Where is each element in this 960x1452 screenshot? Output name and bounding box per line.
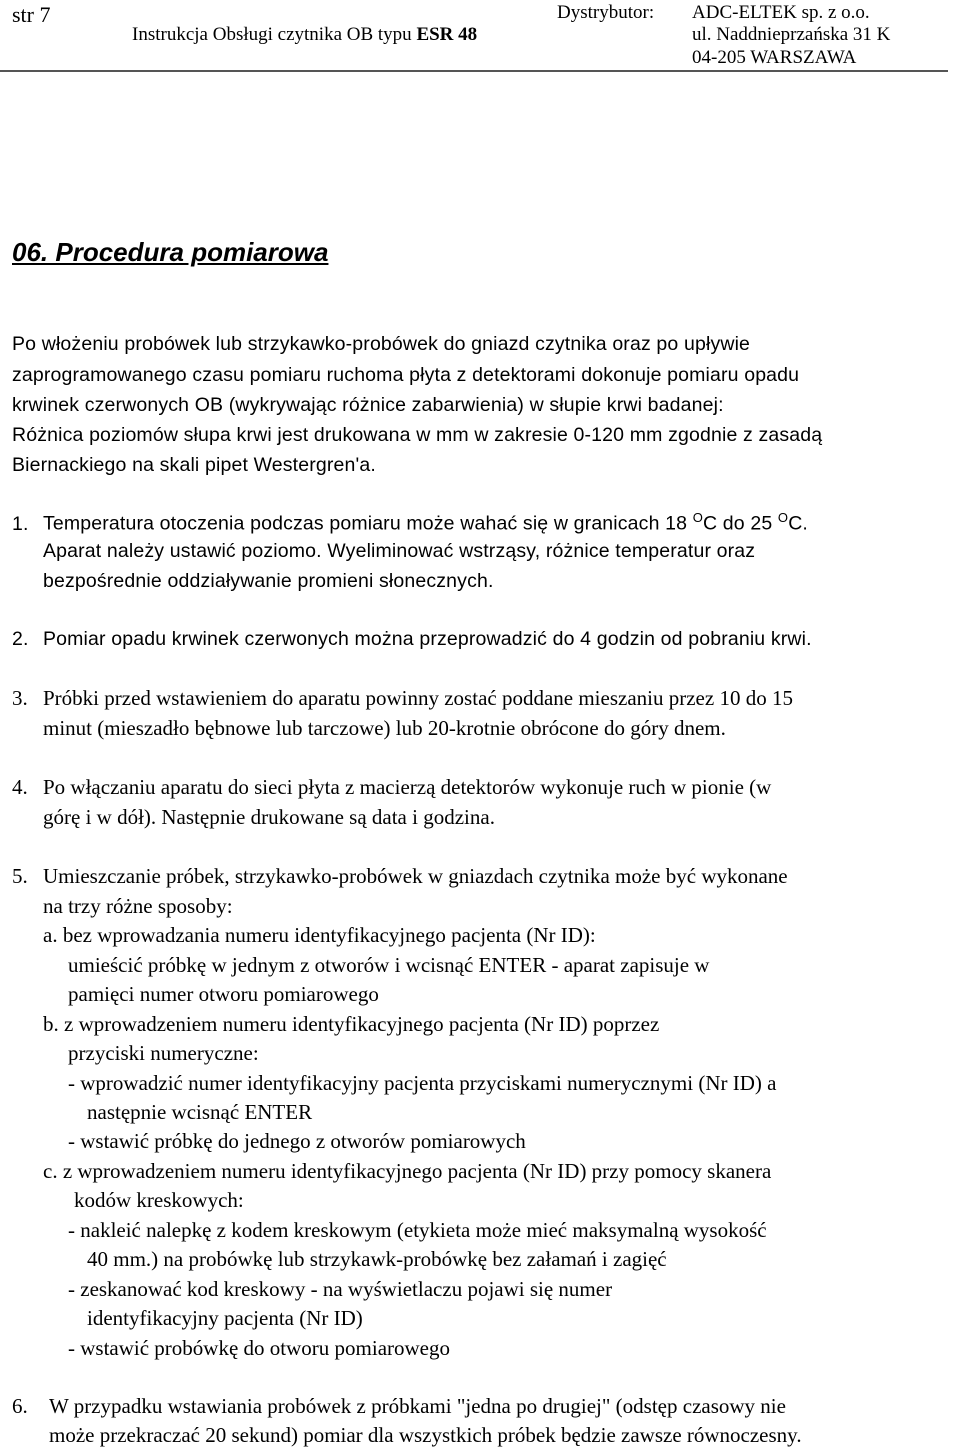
intro-line: zaprogramowanego czasu pomiaru ruchoma płyta z detektorami dokonuje pomiaru opadu: [12, 364, 800, 386]
step-4-line-2: górę i w dół). Następnie drukowane są data i godzina.: [43, 805, 495, 829]
company-street: ul. Naddnieprzańska 31 K: [692, 24, 891, 45]
step-1-line-3: bezpośrednie oddziaływanie promieni słonecznych.: [43, 570, 494, 592]
step-number: 5.: [12, 864, 28, 888]
step-number: 4.: [12, 775, 28, 799]
page-number: str 7: [12, 2, 51, 27]
step-6: 6. W przypadku wstawiania probówek z próbkami "jedna po drugiej" (odstęp czasowy nie: [12, 1394, 786, 1418]
step-3-line-2: minut (mieszadło bębnowe lub tarczowe) lub 20-krotnie obrócone do góry dnem.: [43, 716, 726, 740]
distributor-label: Dystrybutor:: [557, 2, 655, 23]
option-a-line: umieścić próbkę w jednym z otworów i wcisnąć ENTER - aparat zapisuje w: [68, 953, 710, 977]
option-c-line: - zeskanować kod kreskowy - na wyświetlaczu pojawi się numer: [68, 1277, 613, 1301]
option-c-line: - wstawić probówkę do otworu pomiarowego: [68, 1336, 450, 1360]
step-5: 5. Umieszczanie próbek, strzykawko-probówek w gniazdach czytnika może być wykonane: [12, 864, 788, 888]
step-3: 3. Próbki przed wstawieniem do aparatu powinny zostać poddane mieszaniu przez 10 do 15: [12, 686, 793, 710]
option-b-line: - wprowadzić numer identyfikacyjny pacjenta przyciskami numerycznymi (Nr ID) a: [68, 1071, 777, 1095]
option-c: c. z wprowadzeniem numeru identyfikacyjnego pacjenta (Nr ID) przy pomocy skanera: [43, 1159, 772, 1183]
intro-line: Biernackiego na skali pipet Westergren'a.: [12, 454, 376, 476]
option-c-line: - nakleić nalepkę z kodem kreskowym (etykieta może mieć maksymalną wysokość: [68, 1218, 767, 1242]
option-b: b. z wprowadzeniem numeru identyfikacyjnego pacjenta (Nr ID) poprzez: [43, 1012, 660, 1036]
document-title-prefix: Instrukcja Obsługi czytnika OB typu: [132, 24, 412, 45]
intro-line: krwinek czerwonych OB (wykrywając różnice zabarwienia) w słupie krwi badanej:: [12, 394, 724, 416]
option-c-line: kodów kreskowych:: [74, 1188, 244, 1212]
step-1-line-2: Aparat należy ustawić poziomo. Wyeliminować wstrząsy, różnice temperatur oraz: [43, 540, 756, 562]
step-1: 1. Temperatura otoczenia podczas pomiaru może wahać się w granicach 18 $^O$C do 25 $^O$C.: [12, 510, 808, 535]
intro-line: Po włożeniu probówek lub strzykawko-probówek do gniazd czytnika oraz po upływie: [12, 333, 751, 355]
step-2: 2. Pomiar opadu krwinek czerwonych można przeprowadzić do 4 godzin od pobraniu krwi.: [12, 628, 812, 650]
step-number: 2.: [12, 628, 29, 650]
option-b-line: - wstawić próbkę do jednego z otworów pomiarowych: [68, 1129, 526, 1153]
company-name: ADC-ELTEK sp. z o.o.: [692, 2, 870, 23]
company-city: 04-205 WARSZAWA: [692, 47, 857, 68]
option-c-line: 40 mm.) na probówkę lub strzykawk-probówkę bez załamań i zagięć: [87, 1247, 667, 1271]
intro-line: Różnica poziomów słupa krwi jest drukowana w mm w zakresie 0-120 mm zgodnie z zasadą: [12, 424, 823, 446]
step-number: 3.: [12, 686, 28, 710]
degree-sign: O: [777, 510, 789, 525]
option-b-line: przyciski numeryczne:: [68, 1041, 259, 1065]
header-divider: [0, 70, 948, 72]
device-model: ESR 48: [416, 24, 478, 45]
step-number: 6.: [12, 1394, 28, 1418]
step-4: 4. Po włączaniu aparatu do sieci płyta z macierzą detektorów wykonuje ruch w pionie (w: [12, 775, 772, 799]
section-title: 06. Procedura pomiarowa: [12, 237, 329, 267]
document-title: [132, 24, 477, 46]
option-c-line: identyfikacyjny pacjenta (Nr ID): [87, 1306, 363, 1330]
option-a: a. bez wprowadzania numeru identyfikacyjnego pacjenta (Nr ID):: [43, 923, 596, 947]
option-b-line: następnie wcisnąć ENTER: [87, 1100, 313, 1124]
option-a-line: pamięci numer otworu pomiarowego: [68, 982, 379, 1006]
degree-sign: O: [692, 510, 703, 525]
step-6-line-2: może przekraczać 20 sekund) pomiar dla wszystkich próbek będzie zawsze równoczesny.: [49, 1423, 802, 1447]
step-5-line-2: na trzy różne sposoby:: [43, 894, 233, 918]
step-number: 1.: [12, 512, 29, 535]
